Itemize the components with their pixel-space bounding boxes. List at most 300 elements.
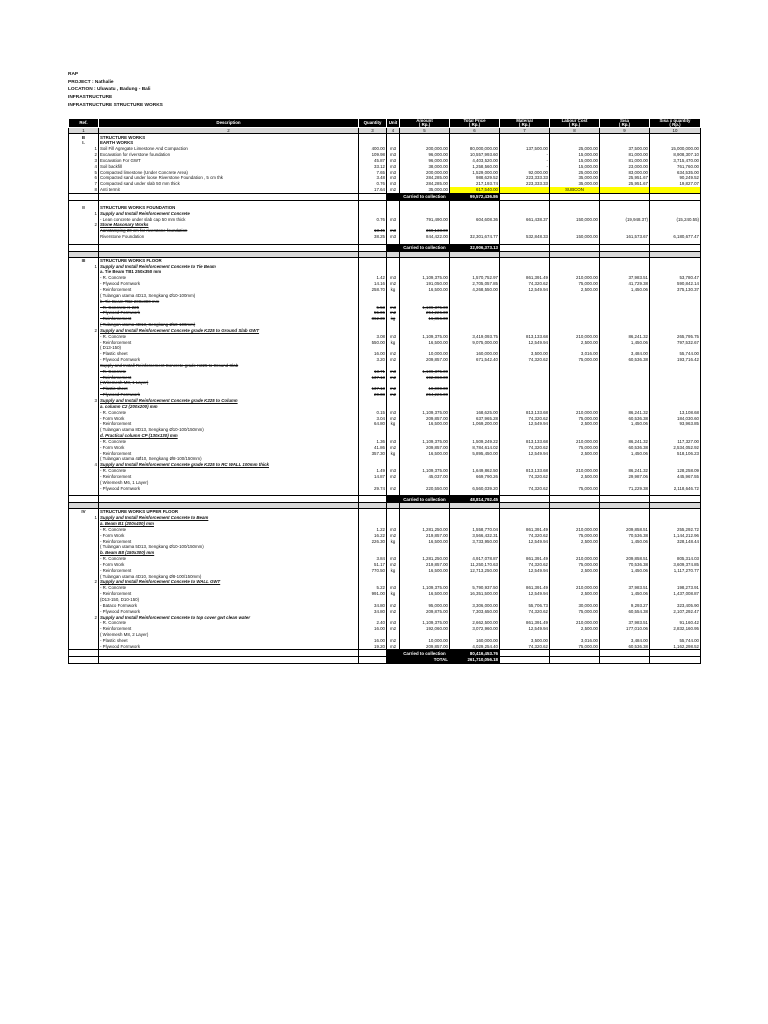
item-sisa: 81,000.00 xyxy=(600,152,650,158)
item-labour-cost: 75,000.00 xyxy=(550,608,600,614)
item-sisa-quantity: 805,314.03 xyxy=(650,556,701,562)
subtotal-label: Carried to collection xyxy=(400,193,450,200)
item-number: 1 xyxy=(69,263,99,269)
item-sisa: 81,000.00 xyxy=(600,158,650,164)
item-total-price: 6,560,039.20 xyxy=(450,485,500,491)
item-unit: m2 xyxy=(387,644,400,650)
empty-cell xyxy=(359,650,387,657)
empty-cell xyxy=(359,657,387,664)
column-number-row xyxy=(69,127,701,134)
item-sisa: 1,450.06 xyxy=(600,339,650,345)
item-number: 8 xyxy=(69,187,99,193)
item-description: - R. Concrete xyxy=(99,585,359,591)
empty-cell xyxy=(650,193,701,200)
item-amount: 1,109,375.00 xyxy=(400,468,450,474)
item-sisa: 177,010.06 xyxy=(600,626,650,632)
col-amount xyxy=(400,119,450,128)
subtotal-row xyxy=(69,193,701,200)
item-unit: m3 xyxy=(387,556,400,562)
item-description: a. Tie Beam TB1 250x350 mm xyxy=(99,269,359,275)
item-total-price: 604,608.36 xyxy=(450,216,500,222)
item-unit: m3 xyxy=(387,152,400,158)
item-material: 3,500.00 xyxy=(500,351,550,357)
item-description: - R. Concrete xyxy=(99,409,359,415)
item-description: - Reinforcement xyxy=(99,591,359,597)
item-description: - Reinforcement xyxy=(99,538,359,544)
col-sisa-quantity xyxy=(650,119,701,128)
item-number: 1 xyxy=(69,146,99,152)
grand-total-row xyxy=(69,657,701,664)
item-sisa-quantity: 1,117,270.77 xyxy=(650,568,701,574)
item-quantity: 3.04 xyxy=(359,415,387,421)
item-quantity: 1.22 xyxy=(359,527,387,533)
empty-cell xyxy=(69,657,99,664)
item-sisa-quantity: 3,715,470.00 xyxy=(650,158,701,164)
item-labour-cost: 15,000.00 xyxy=(550,164,600,170)
subtotal-value: 80,416,453.76 xyxy=(450,650,500,657)
item-description: a. Beam B1 (200x400) mm xyxy=(99,521,359,527)
col-sisaq-sub: ( Rp.) xyxy=(669,121,681,127)
item-amount: 16,500.00 xyxy=(400,450,450,456)
section-ref: IV xyxy=(69,509,99,515)
item-unit: m3 xyxy=(387,334,400,340)
item-material: 661,438.37 xyxy=(500,216,550,222)
item-description: Supply and Install Reinforcement Concrete xyxy=(99,210,359,216)
item-description: - R. Concrete xyxy=(99,275,359,281)
item-description: - Form Work xyxy=(99,533,359,539)
empty-cell xyxy=(550,650,600,657)
item-amount: 1,109,375.00 xyxy=(400,439,450,445)
item-description: Soil backfill xyxy=(99,164,359,170)
item-description: ( Wiremesh M6, 1 Layer) xyxy=(99,480,359,486)
item-sisa-quantity: 328,148.44 xyxy=(650,538,701,544)
item-sisa: 83,000.00 xyxy=(600,169,650,175)
item-quantity: 0.76 xyxy=(359,181,387,187)
item-description: - Form Work xyxy=(99,445,359,451)
empty-cell xyxy=(650,657,701,664)
item-description: STRUCTURE WORKS xyxy=(99,134,359,140)
item-labour-cost: 210,000.00 xyxy=(550,439,600,445)
item-number: 4 xyxy=(69,462,99,468)
item-quantity: 5.22 xyxy=(359,585,387,591)
empty-cell xyxy=(387,657,400,664)
col-total-label: Total Price xyxy=(463,118,486,124)
item-sisa-quantity: 128,258.09 xyxy=(650,468,701,474)
empty-cell xyxy=(500,244,550,251)
item-description: - Form Work xyxy=(99,562,359,568)
item-sisa: 1,450.06 xyxy=(600,591,650,597)
item-description: ( Wiremesh M8, 2 Layer) xyxy=(99,632,359,638)
item-description: - Plywood Formwork xyxy=(99,644,359,650)
empty-cell xyxy=(387,193,400,200)
empty-cell xyxy=(359,244,387,251)
item-amount: 1,281,250.00 xyxy=(400,556,450,562)
item-material: 861,391.49 xyxy=(500,556,550,562)
empty-cell xyxy=(359,193,387,200)
item-labour-cost: 2,500.00 xyxy=(550,287,600,293)
item-sisa: 86,241.32 xyxy=(600,439,650,445)
item-sisa: 1,450.06 xyxy=(600,538,650,544)
empty-cell xyxy=(600,650,650,657)
item-description: - Form Work xyxy=(99,415,359,421)
item-material: 861,391.49 xyxy=(500,585,550,591)
subtotal-label: Carried to collection xyxy=(400,650,450,657)
item-labour-cost: 150,000.00 xyxy=(550,216,600,222)
item-labour-cost: 75,000.00 xyxy=(550,415,600,421)
empty-cell xyxy=(550,496,600,503)
empty-cell xyxy=(600,193,650,200)
item-description: ( Tulangan utama 4D10, Sengkang Ø8-100/150mm) xyxy=(99,573,359,579)
header-line-project: PROJECT : Nathalie xyxy=(68,79,114,85)
item-labour-cost: 15,000.00 xyxy=(550,158,600,164)
item-description: Compacted sand under loose Riverstone Foundation , 5 cm thk xyxy=(99,175,359,181)
item-unit: m2 xyxy=(387,445,400,451)
item-description: - Reinforcement xyxy=(99,287,359,293)
item-amount: 16,500.00 xyxy=(400,421,450,427)
subtotal-row xyxy=(69,650,701,657)
item-sisa-quantity: 53,780.47 xyxy=(650,275,701,281)
item-description: ( Tulangan utama 8D13, Sengkang Ø10-100/150mm) xyxy=(99,427,359,433)
item-unit: m3 xyxy=(387,439,400,445)
item-total-price: 5,895,450.00 xyxy=(450,450,500,456)
item-number: 1 xyxy=(69,515,99,521)
item-amount: 10,000.00 xyxy=(400,638,450,644)
item-description: Supply and Install Reinforcement Concrete to top cover gwt clean water xyxy=(99,614,359,620)
item-unit: m2 xyxy=(387,281,400,287)
item-sisa-quantity: 6,180,677.47 xyxy=(650,234,701,240)
item-amount: 209,857.00 xyxy=(400,415,450,421)
item-material: - xyxy=(500,164,550,170)
item-quantity: 258.70 xyxy=(359,287,387,293)
empty-cell xyxy=(550,657,600,664)
empty-cell xyxy=(99,650,359,657)
empty-cell xyxy=(99,496,359,503)
empty-cell xyxy=(650,244,701,251)
item-amount: 1,109,375.00 xyxy=(400,334,450,340)
item-sisa-quantity: 15,000,000.00 xyxy=(650,146,701,152)
item-total-price: 2,662,500.00 xyxy=(450,620,500,626)
item-unit: m3 xyxy=(387,585,400,591)
item-total-price: 160,000.00 xyxy=(450,351,500,357)
item-sisa: 23,000.00 xyxy=(600,164,650,170)
item-description: - R. Concrete xyxy=(99,468,359,474)
item-labour-cost: 75,000.00 xyxy=(550,485,600,491)
col-total-sub: ( Rp.) xyxy=(468,121,481,127)
item-unit: m3 xyxy=(387,234,400,240)
item-amount: 200,000.00 xyxy=(400,169,450,175)
item-labour-cost: 150,000.00 xyxy=(550,234,600,240)
item-sisa: 3,484.00 xyxy=(600,638,650,644)
item-total-price: 1,558,770.04 xyxy=(450,527,500,533)
item-sisa-quantity: 323,405.90 xyxy=(650,603,701,609)
item-quantity: 16.00 xyxy=(359,638,387,644)
item-description: - Plastic sheet xyxy=(99,638,359,644)
empty-cell xyxy=(387,244,400,251)
item-sisa-quantity: 91,160.42 xyxy=(650,620,701,626)
item-total-price: 1,649,862.50 xyxy=(450,468,500,474)
item-sisa: 1,450.06 xyxy=(600,421,650,427)
item-sisa-quantity: 2,107,292.47 xyxy=(650,608,701,614)
item-unit: m2 xyxy=(387,474,400,480)
item-labour-cost: 35,000.00 xyxy=(550,175,600,181)
item-unit: m2 xyxy=(387,626,400,632)
item-description: - R. Concrete xyxy=(99,527,359,533)
item-total-price: 12,713,250.00 xyxy=(450,568,500,574)
item-unit: m2 xyxy=(387,603,400,609)
item-sisa-quantity: 634,535.00 xyxy=(650,169,701,175)
item-labour-cost: 210,000.00 xyxy=(550,556,600,562)
item-total-price: 80,000,000.00 xyxy=(450,146,500,152)
table-body xyxy=(69,134,701,664)
item-quantity: 1.49 xyxy=(359,468,387,474)
item-number: 3 xyxy=(69,398,99,404)
item-material: 813,133.68 xyxy=(500,439,550,445)
item-unit: m2 xyxy=(387,310,400,316)
empty-cell xyxy=(69,496,99,503)
item-labour-cost: 25,000.00 xyxy=(550,146,600,152)
empty-cell xyxy=(500,650,550,657)
empty-cell xyxy=(500,193,550,200)
item-sisa: 1,450.06 xyxy=(600,450,650,456)
item-total-price: 1,258,560.00 xyxy=(450,164,500,170)
item-material: 74,320.62 xyxy=(500,485,550,491)
item-quantity: 14.87 xyxy=(359,474,387,480)
item-sisa-quantity: 55,744.00 xyxy=(650,351,701,357)
item-labour-cost: 210,000.00 xyxy=(550,620,600,626)
item-unit: m3 xyxy=(387,164,400,170)
item-sisa: 70,536.38 xyxy=(600,562,650,568)
item-sisa: 60,536.38 xyxy=(600,644,650,650)
item-total-price: 10,557,993.60 xyxy=(450,152,500,158)
item-amount: 284,285.00 xyxy=(400,181,450,187)
item-quantity: 55.06 xyxy=(359,310,387,316)
item-quantity: 0.15 xyxy=(359,409,387,415)
item-description: ( Tulangan utama 4Ø10, Sengkang Ø8-100/150mm) xyxy=(99,456,359,462)
subtotal-label: Carried to collection xyxy=(400,496,450,503)
item-amount: 209,857.00 xyxy=(400,357,450,363)
item-amount: 16,500.00 xyxy=(400,538,450,544)
item-quantity: 34.80 xyxy=(359,608,387,614)
section-ref: I. xyxy=(69,140,99,146)
item-sisa-quantity: 265,795.75 xyxy=(650,334,701,340)
item-material: 12,549.94 xyxy=(500,421,550,427)
item-unit: m3 xyxy=(387,369,400,375)
item-unit: kg xyxy=(387,287,400,293)
item-material: 12,549.94 xyxy=(500,538,550,544)
item-material: 223,333.33 xyxy=(500,181,550,187)
item-description: - Plywood Formwork xyxy=(99,485,359,491)
item-unit: m3 xyxy=(387,228,400,234)
item-description: - Plywood Formwork xyxy=(99,608,359,614)
col-unit: Unit xyxy=(387,119,400,128)
item-amount: 95,000.00 xyxy=(400,603,450,609)
item-amount: 35,000.00 xyxy=(400,187,450,193)
item-description: - Plywood Formwork xyxy=(99,310,359,316)
col-num: 7 xyxy=(500,127,550,134)
item-material: 861,391.49 xyxy=(500,620,550,626)
item-labour-cost: 75,000.00 xyxy=(550,562,600,568)
item-description: Supply and Install Reinforcement Concrete grade K225 to Ground Slab GWT xyxy=(99,328,359,334)
empty-cell xyxy=(69,650,99,657)
item-labour-cost: 30,000.00 xyxy=(550,603,600,609)
item-quantity: 0.76 xyxy=(359,216,387,222)
item-number: 2 xyxy=(69,614,99,620)
item-total-price: 669,790.26 xyxy=(450,474,500,480)
item-amount: 191,050.00 xyxy=(400,281,450,287)
header-line-infrastructure: INFRASTRUCTURE xyxy=(68,95,113,101)
empty-cell xyxy=(550,244,600,251)
item-amount: 16,500.00 xyxy=(400,591,450,597)
item-total-price: 1,570,752.97 xyxy=(450,275,500,281)
item-quantity: 5.53 xyxy=(359,304,387,310)
item-quantity: 770.50 xyxy=(359,568,387,574)
item-description: - Plywood Formwork xyxy=(99,281,359,287)
col-total xyxy=(450,119,500,128)
item-labour-cost: 15,000.00 xyxy=(550,152,600,158)
col-material xyxy=(500,119,550,128)
item-labour-cost: 2,500.00 xyxy=(550,626,600,632)
item-description: STRUCTURE WORKS FLOOR xyxy=(99,257,359,263)
item-labour-cost: 210,000.00 xyxy=(550,409,600,415)
item-quantity: 991.00 xyxy=(359,591,387,597)
item-unit: kg xyxy=(387,450,400,456)
item-sisa-quantity: 2,534,052.92 xyxy=(650,445,701,451)
item-quantity: 137.13 xyxy=(359,374,387,380)
item-description: Aanstamping 20 cm for riverstone foundation xyxy=(99,228,359,234)
item-number: 2 xyxy=(69,328,99,334)
item-total-price: 2,705,057.85 xyxy=(450,281,500,287)
item-number: 2 xyxy=(69,579,99,585)
item-sisa: 29,987.06 xyxy=(600,474,650,480)
item-description: ( Wiremesh M8, 1 Layer) xyxy=(99,380,359,386)
item-quantity: 19.20 xyxy=(359,644,387,650)
item-sisa-quantity: 184,030.60 xyxy=(650,415,701,421)
item-material: 12,549.94 xyxy=(500,568,550,574)
item-material: 74,320.62 xyxy=(500,357,550,363)
item-description: d. Practical column CP (130x130) mm xyxy=(99,433,359,439)
item-sisa: 86,241.32 xyxy=(600,334,650,340)
item-labour-cost: 210,000.00 xyxy=(550,334,600,340)
empty-cell xyxy=(387,496,400,503)
col-amount-label: Amount xyxy=(416,118,433,124)
item-sisa: 25,951.67 xyxy=(600,181,650,187)
item-labour-cost: 25,000.00 xyxy=(550,169,600,175)
item-quantity: 17.64 xyxy=(359,187,387,193)
item-description: - Reinforcement xyxy=(99,339,359,345)
item-quantity: 34.80 xyxy=(359,603,387,609)
item-description: Compacted sand under slab 50 mm thick xyxy=(99,181,359,187)
table-header-row xyxy=(69,119,701,128)
item-unit: m3 xyxy=(387,175,400,181)
item-labour-cost: 3,016.00 xyxy=(550,351,600,357)
item-quantity: 51.17 xyxy=(359,562,387,568)
empty-cell xyxy=(99,244,359,251)
item-sisa: 209,858.51 xyxy=(600,556,650,562)
item-sisa: 60,536.38 xyxy=(600,445,650,451)
item-description: - R. Concrete xyxy=(99,620,359,626)
col-material-sub: ( Rp.) xyxy=(518,121,531,127)
item-unit: m2 xyxy=(387,485,400,491)
col-labour-sub: ( Rp.) xyxy=(568,121,581,127)
item-unit: m2 xyxy=(387,392,400,398)
item-unit: m3 xyxy=(387,158,400,164)
item-material: 861,391.49 xyxy=(500,527,550,533)
col-sisaq-label: Sisa x quantity xyxy=(659,118,691,124)
item-sisa-quantity: 55,744.00 xyxy=(650,638,701,644)
item-amount: 284,285.00 xyxy=(400,175,450,181)
item-unit: m3 xyxy=(387,146,400,152)
item-material: 12,549.94 xyxy=(500,339,550,345)
item-number: 1 xyxy=(69,210,99,216)
empty-cell xyxy=(99,193,359,200)
item-quantity: 13.71 xyxy=(359,369,387,375)
item-total-price: 637,965.28 xyxy=(450,415,500,421)
item-amount: 16,500.00 xyxy=(400,287,450,293)
item-description: ( Tulangan utama 5D13, Sengkang Ø10-100/150mm) xyxy=(99,544,359,550)
item-material: - xyxy=(500,158,550,164)
item-amount: 16,500.00 xyxy=(400,568,450,574)
grand-total-label: TOTAL xyxy=(400,657,450,664)
col-labour-label: Labour Cost xyxy=(561,118,588,124)
empty-cell xyxy=(359,496,387,503)
item-sisa: 1,450.06 xyxy=(600,287,650,293)
item-total-price: 671,542.40 xyxy=(450,357,500,363)
item-quantity: 38.25 xyxy=(359,234,387,240)
item-description: ( Tulangan utama 4D13, Sengkang Ø10-100mm) xyxy=(99,293,359,299)
item-unit: m3 xyxy=(387,275,400,281)
item-total-price: 160,000.00 xyxy=(450,638,500,644)
item-total-price: 3,419,093.75 xyxy=(450,334,500,340)
item-description: - Lean concrete under slab cap 50 mm thick xyxy=(99,216,359,222)
item-amount: 16,500.00 xyxy=(400,339,450,345)
section-ref: III xyxy=(69,257,99,263)
item-amount: 1,109,375.00 xyxy=(400,275,450,281)
item-unit: m2 xyxy=(387,533,400,539)
item-quantity: 41.86 xyxy=(359,445,387,451)
item-labour-cost: 210,000.00 xyxy=(550,468,600,474)
item-sisa-quantity: 13,108.68 xyxy=(650,409,701,415)
col-labour xyxy=(550,119,600,128)
item-unit: kg xyxy=(387,316,400,322)
item-quantity: 29.74 xyxy=(359,485,387,491)
item-quantity: 1.36 xyxy=(359,439,387,445)
item-unit: kg xyxy=(387,339,400,345)
item-description: EARTH WORKS xyxy=(99,140,359,146)
item-material: 12,549.94 xyxy=(500,591,550,597)
item-quantity: 16.00 xyxy=(359,351,387,357)
subtotal-row xyxy=(69,244,701,251)
item-amount: 1,109,375.00 xyxy=(400,304,450,310)
item-description: b. Beam B8 (150x300) mm xyxy=(99,550,359,556)
item-number: 6 xyxy=(69,175,99,181)
item-labour-cost: 75,000.00 xyxy=(550,357,600,363)
item-material: - xyxy=(500,152,550,158)
section-ref: II xyxy=(69,205,99,211)
item-unit: m2 xyxy=(387,386,400,392)
item-sisa: 25,951.67 xyxy=(600,175,650,181)
item-description: STRUCTURE WORKS FOUNDATION xyxy=(99,205,359,211)
item-quantity: 357.30 xyxy=(359,450,387,456)
item-labour-cost: 210,000.00 xyxy=(550,275,600,281)
item-unit: m3 xyxy=(387,620,400,626)
item-labour-cost: 2,500.00 xyxy=(550,421,600,427)
item-quantity: 13.45 xyxy=(359,228,387,234)
col-description: Description xyxy=(99,119,359,128)
item-description: - Plastic sheet xyxy=(99,386,359,392)
item-amount: 1,281,250.00 xyxy=(400,527,450,533)
col-num: 5 xyxy=(400,127,450,134)
item-description: STRUCTURE WORKS UPPER FLOOR xyxy=(99,509,359,515)
